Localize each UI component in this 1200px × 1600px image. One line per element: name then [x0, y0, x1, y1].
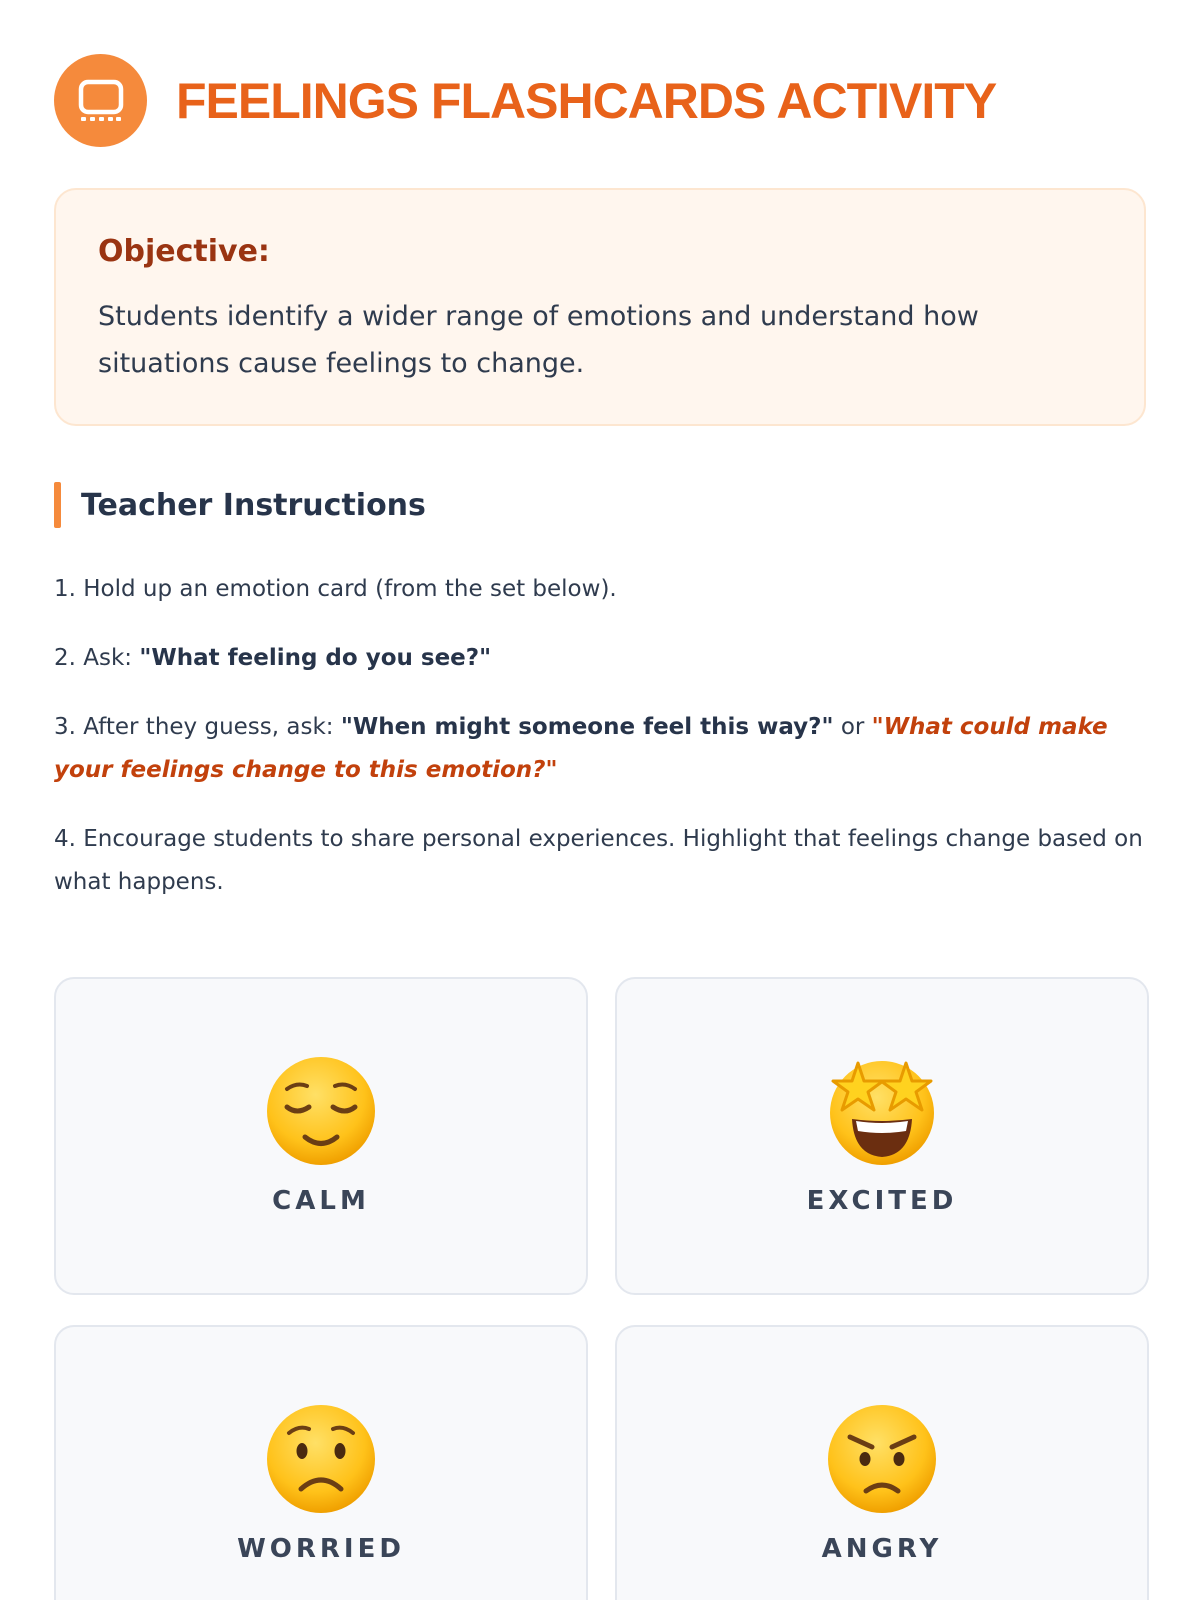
star-struck-face-icon	[826, 1055, 938, 1167]
instructions-title: Teacher Instructions	[81, 487, 426, 523]
relieved-face-icon	[265, 1055, 377, 1167]
step-text: 4. Encourage students to share personal experiences. Highlight that feelings change based on what happens.	[54, 826, 1143, 895]
emotion-card-excited[interactable]	[615, 977, 1149, 1295]
step-connector: or	[833, 714, 872, 740]
emotion-card-angry[interactable]	[615, 1325, 1149, 1600]
emotion-label: EXCITED	[806, 1186, 958, 1216]
emotion-label: WORRIED	[237, 1534, 405, 1564]
step-question: "When might someone feel this way?"	[340, 714, 834, 740]
instruction-step-1	[54, 568, 1154, 611]
step-accent-question: "What could make your feelings change to this emotion?"	[54, 714, 1108, 783]
objective-text: Students identify a wider range of emotions and understand how situations cause feelings to change.	[98, 301, 979, 379]
step-text: 1. Hold up an emotion card (from the set below).	[54, 576, 617, 602]
angry-face-icon	[826, 1403, 938, 1515]
objective-label: Objective:	[98, 234, 270, 269]
instructions-list	[54, 568, 1154, 904]
emotion-card-calm[interactable]	[54, 977, 588, 1295]
instruction-step-3	[54, 706, 1154, 792]
step-prefix: 2. Ask:	[54, 645, 140, 671]
step-question: "What feeling do you see?"	[139, 645, 492, 671]
header	[54, 54, 996, 147]
page-title: FEELINGS FLASHCARDS ACTIVITY	[176, 72, 997, 129]
emotion-label: ANGRY	[821, 1534, 943, 1564]
heading-accent-bar	[54, 482, 61, 528]
emotion-card-worried[interactable]	[54, 1325, 588, 1600]
instruction-step-2	[54, 637, 1154, 680]
emotion-label: CALM	[272, 1186, 370, 1216]
instructions-heading	[54, 482, 426, 528]
step-prefix: 3. After they guess, ask:	[54, 714, 341, 740]
monitor-icon	[54, 54, 147, 147]
worried-face-icon	[265, 1403, 377, 1515]
objective-box	[54, 188, 1146, 426]
instruction-step-4	[54, 818, 1154, 904]
